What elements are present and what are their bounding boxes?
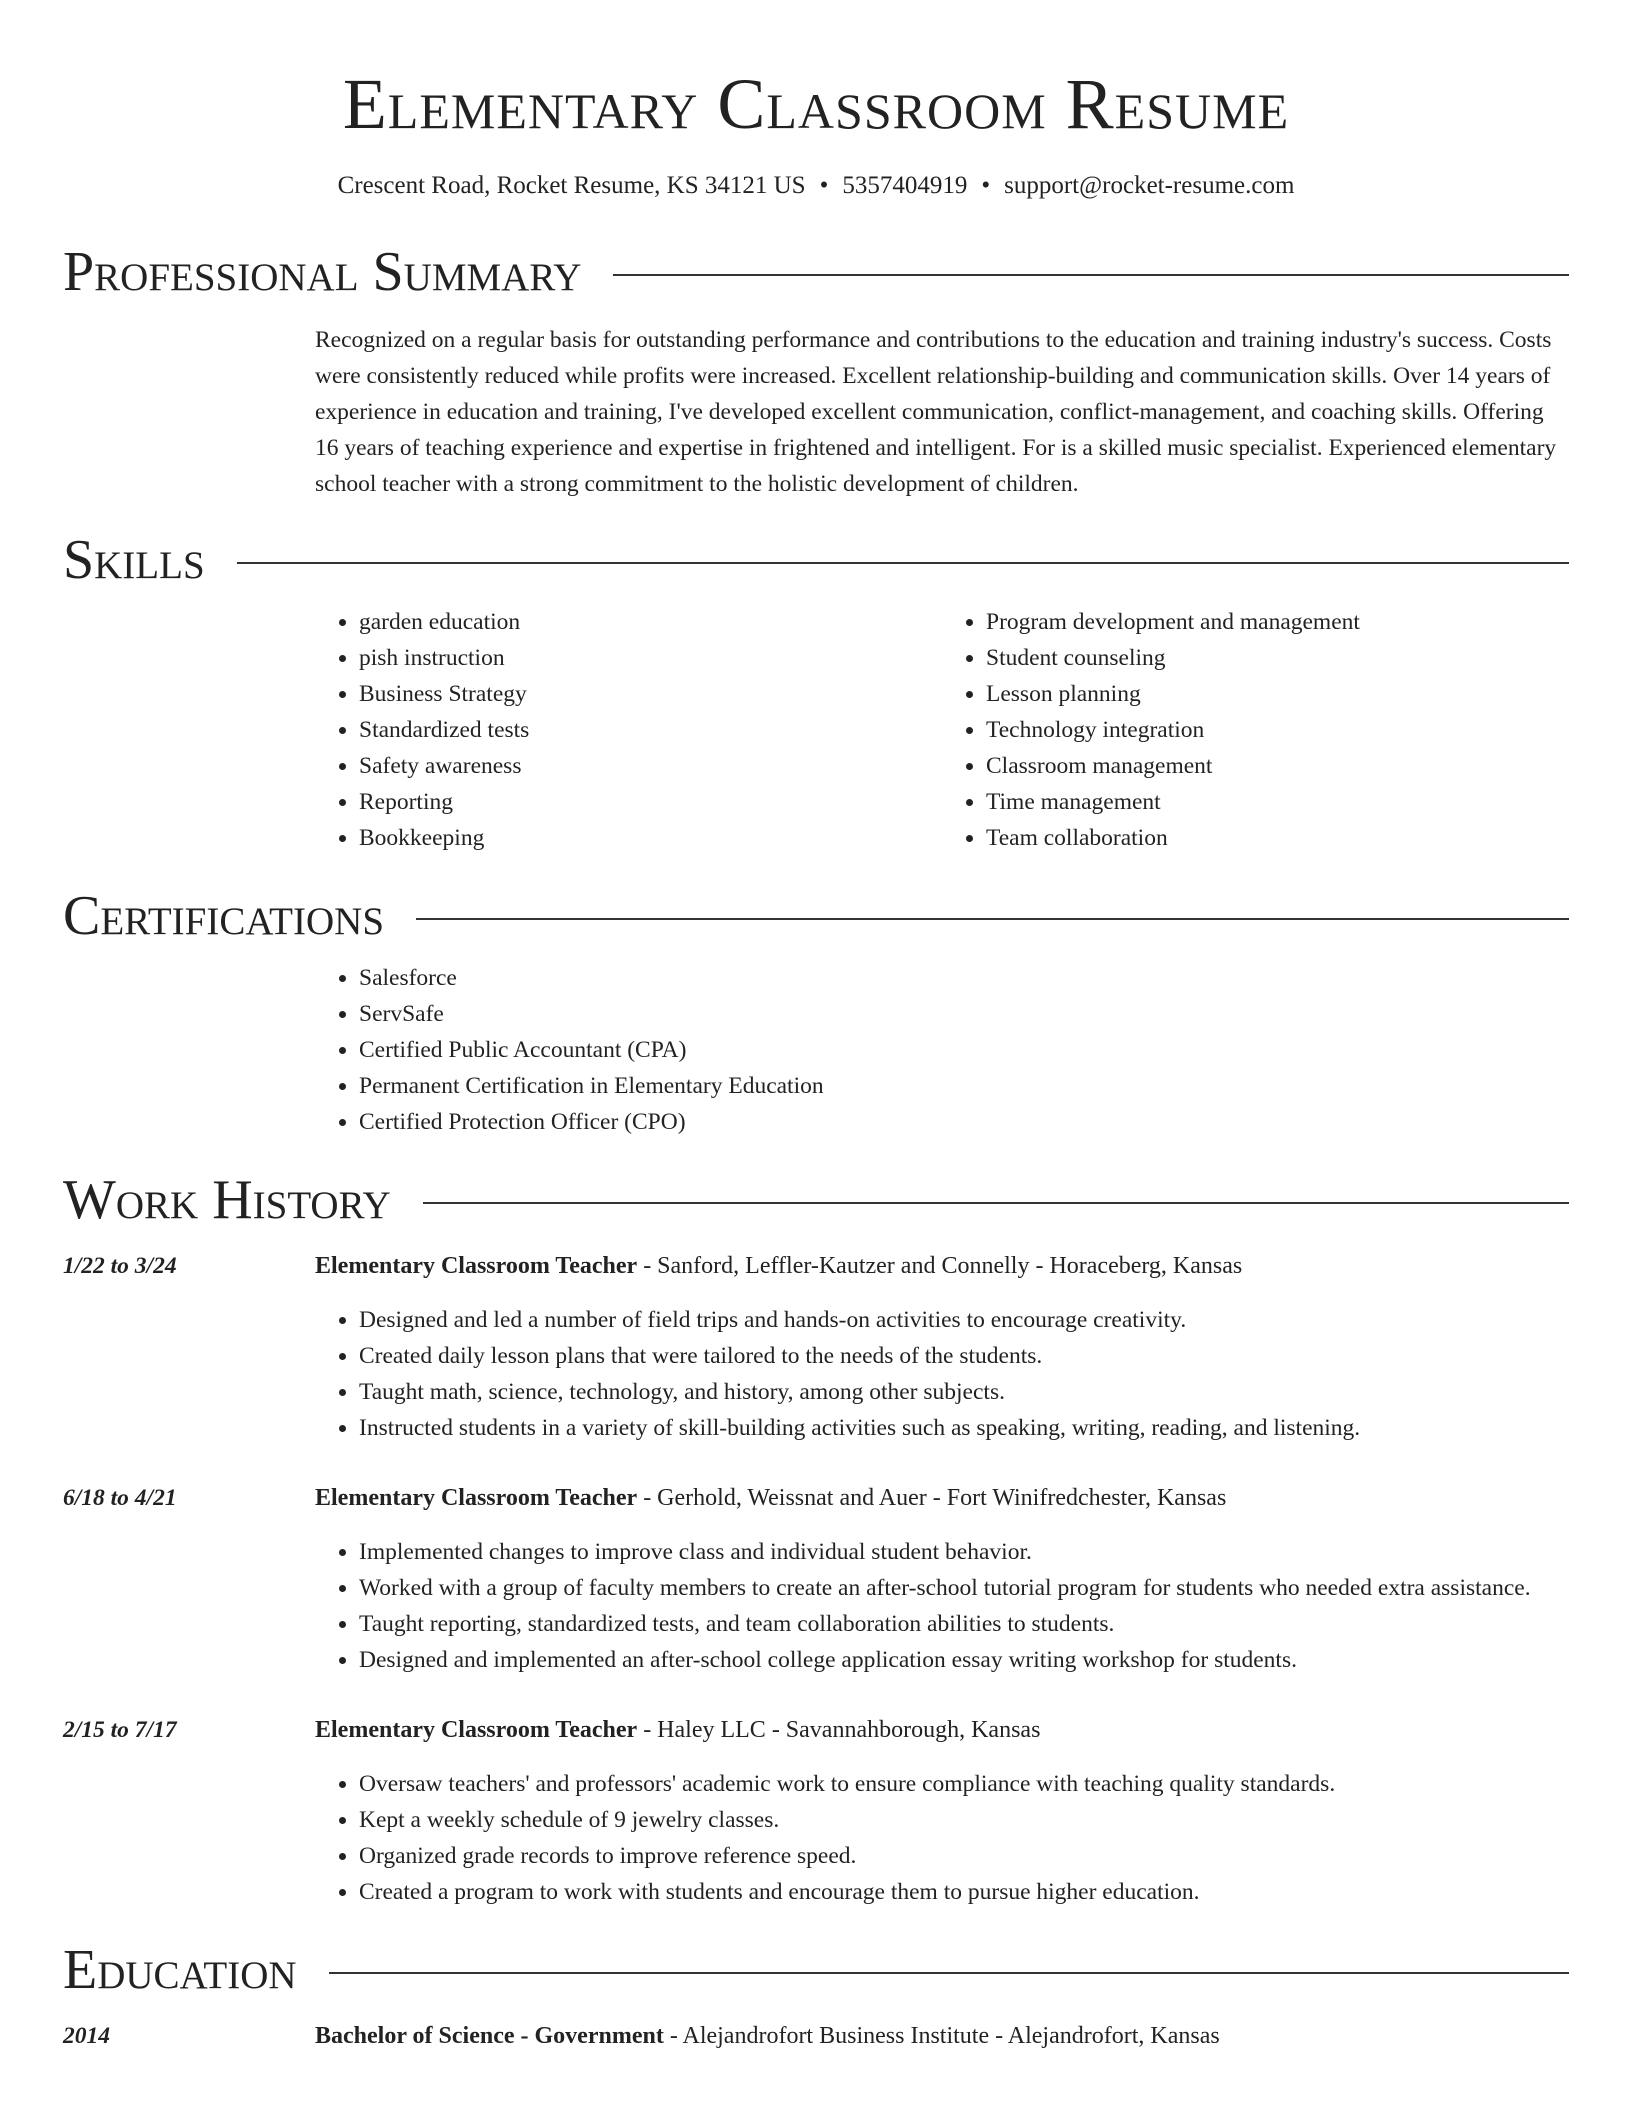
contact-separator: • bbox=[981, 172, 991, 199]
certification-item: • Certified Public Accountant (CPA) bbox=[359, 1032, 1569, 1068]
education-section-header bbox=[63, 1940, 1569, 2000]
education-degree: Bachelor of Science - Government bbox=[315, 2023, 664, 2049]
summary-text: Recognized on a regular basis for outstanding performance and contributions to the education and training industry's success. Costs were consistently reduced while profits were increased. Excellent relationship-building and communication skills. Over 14 years of experience in education and training, I've developed excellent communication, conflict-management, and coaching skills. Offering 16 years of teaching experience and expertise in frightened and intelligent. For is a skilled music specialist. Experienced elementary school teacher with a strong commitment to the holistic development of children. bbox=[315, 327, 1557, 497]
certifications-section-header bbox=[63, 886, 1569, 946]
job-heading bbox=[315, 1712, 1569, 1748]
job-heading bbox=[315, 1480, 1569, 1516]
section-divider bbox=[329, 1972, 1569, 1974]
job-heading bbox=[315, 1248, 1569, 1284]
skill-item: • pish instruction bbox=[359, 640, 942, 676]
job-bullet: • Created daily lesson plans that were tailored to the needs of the students. bbox=[359, 1338, 1569, 1374]
section-divider bbox=[423, 1202, 1569, 1204]
skills-list-left bbox=[315, 604, 942, 856]
skill-item: • Classroom management bbox=[986, 748, 1569, 784]
resume-title: Elementary Classroom Resume bbox=[342, 64, 1290, 144]
job-title: Elementary Classroom Teacher bbox=[315, 1485, 638, 1511]
section-divider bbox=[613, 274, 1569, 276]
section-title-education: Education bbox=[63, 1939, 297, 2001]
contact-separator: • bbox=[819, 172, 829, 199]
job-bullet: • Oversaw teachers' and professors' academic work to ensure compliance with teaching quality standards. bbox=[359, 1766, 1569, 1802]
job-title: Elementary Classroom Teacher bbox=[315, 1253, 638, 1279]
job-bullet: • Created a program to work with students and encourage them to pursue higher education. bbox=[359, 1874, 1569, 1910]
skill-item: • Reporting bbox=[359, 784, 942, 820]
certification-item: • Salesforce bbox=[359, 960, 1569, 996]
contact-address: Crescent Road, Rocket Resume, KS 34121 US bbox=[337, 172, 806, 199]
section-title-summary: Professional Summary bbox=[63, 241, 582, 303]
job-details bbox=[315, 1480, 1569, 1678]
job-dates: 1/22 to 3/24 bbox=[63, 1253, 177, 1279]
job-employer: - Gerhold, Weissnat and Auer - Fort Winifredchester, Kansas bbox=[637, 1485, 1227, 1511]
education-year: 2014 bbox=[63, 2023, 110, 2049]
work-section-header bbox=[63, 1170, 1569, 1230]
section-title-work-history: Work History bbox=[63, 1169, 391, 1231]
job-title: Elementary Classroom Teacher bbox=[315, 1717, 638, 1743]
skill-item: • Business Strategy bbox=[359, 676, 942, 712]
education-heading bbox=[315, 2018, 1569, 2054]
job-dates: 6/18 to 4/21 bbox=[63, 1485, 177, 1511]
certifications-body bbox=[315, 960, 1569, 1140]
job-entry bbox=[63, 1712, 1569, 1910]
job-bullet: • Taught reporting, standardized tests, and team collaboration abilities to students. bbox=[359, 1606, 1569, 1642]
job-bullet: • Instructed students in a variety of skill-building activities such as speaking, writing, reading, and listening. bbox=[359, 1410, 1569, 1446]
skill-item: • Time management bbox=[986, 784, 1569, 820]
contact-phone: 5357404919 bbox=[842, 172, 968, 199]
education-school: - Alejandrofort Business Institute - Alejandrofort, Kansas bbox=[663, 2023, 1220, 2049]
skills-list-right bbox=[942, 604, 1569, 856]
skill-item: • Standardized tests bbox=[359, 712, 942, 748]
skill-item: • Safety awareness bbox=[359, 748, 942, 784]
contact-line bbox=[63, 170, 1569, 202]
section-divider bbox=[416, 918, 1569, 920]
job-bullet: • Worked with a group of faculty members to create an after-school tutorial program for students who needed extra assistance. bbox=[359, 1570, 1569, 1606]
summary-body bbox=[315, 322, 1569, 502]
job-details bbox=[315, 1712, 1569, 1910]
skills-section-header bbox=[63, 530, 1569, 590]
education-details bbox=[315, 2018, 1569, 2054]
job-entry bbox=[63, 1480, 1569, 1678]
job-employer: - Haley LLC - Savannahborough, Kansas bbox=[637, 1717, 1041, 1743]
job-bullet: • Kept a weekly schedule of 9 jewelry classes. bbox=[359, 1802, 1569, 1838]
job-bullets bbox=[315, 1766, 1569, 1910]
skill-item: • Lesson planning bbox=[986, 676, 1569, 712]
job-bullet: • Designed and implemented an after-school college application essay writing workshop for students. bbox=[359, 1642, 1569, 1678]
job-entry bbox=[63, 1248, 1569, 1446]
certification-item: • Certified Protection Officer (CPO) bbox=[359, 1104, 1569, 1140]
contact-email: support@rocket-resume.com bbox=[1004, 172, 1295, 199]
certification-item: • Permanent Certification in Elementary Education bbox=[359, 1068, 1569, 1104]
certification-item: • ServSafe bbox=[359, 996, 1569, 1032]
job-employer: - Sanford, Leffler-Kautzer and Connelly - Horaceberg, Kansas bbox=[637, 1253, 1243, 1279]
job-bullets bbox=[315, 1302, 1569, 1446]
summary-section-header bbox=[63, 242, 1569, 302]
education-entry bbox=[63, 2018, 1569, 2054]
job-bullet: • Organized grade records to improve reference speed. bbox=[359, 1838, 1569, 1874]
job-details bbox=[315, 1248, 1569, 1446]
section-divider bbox=[237, 562, 1569, 564]
job-bullet: • Taught math, science, technology, and history, among other subjects. bbox=[359, 1374, 1569, 1410]
job-bullet: • Implemented changes to improve class and individual student behavior. bbox=[359, 1534, 1569, 1570]
job-bullets bbox=[315, 1534, 1569, 1678]
skill-item: • Bookkeeping bbox=[359, 820, 942, 856]
job-dates: 2/15 to 7/17 bbox=[63, 1717, 177, 1743]
skill-item: • Technology integration bbox=[986, 712, 1569, 748]
certifications-list bbox=[315, 960, 1569, 1140]
skill-item: • garden education bbox=[359, 604, 942, 640]
section-title-certifications: Certifications bbox=[63, 885, 385, 947]
skills-grid bbox=[315, 604, 1569, 856]
job-bullet: • Designed and led a number of field trips and hands-on activities to encourage creativity. bbox=[359, 1302, 1569, 1338]
skill-item: • Program development and management bbox=[986, 604, 1569, 640]
skill-item: • Team collaboration bbox=[986, 820, 1569, 856]
section-title-skills: Skills bbox=[63, 529, 205, 591]
skill-item: • Student counseling bbox=[986, 640, 1569, 676]
